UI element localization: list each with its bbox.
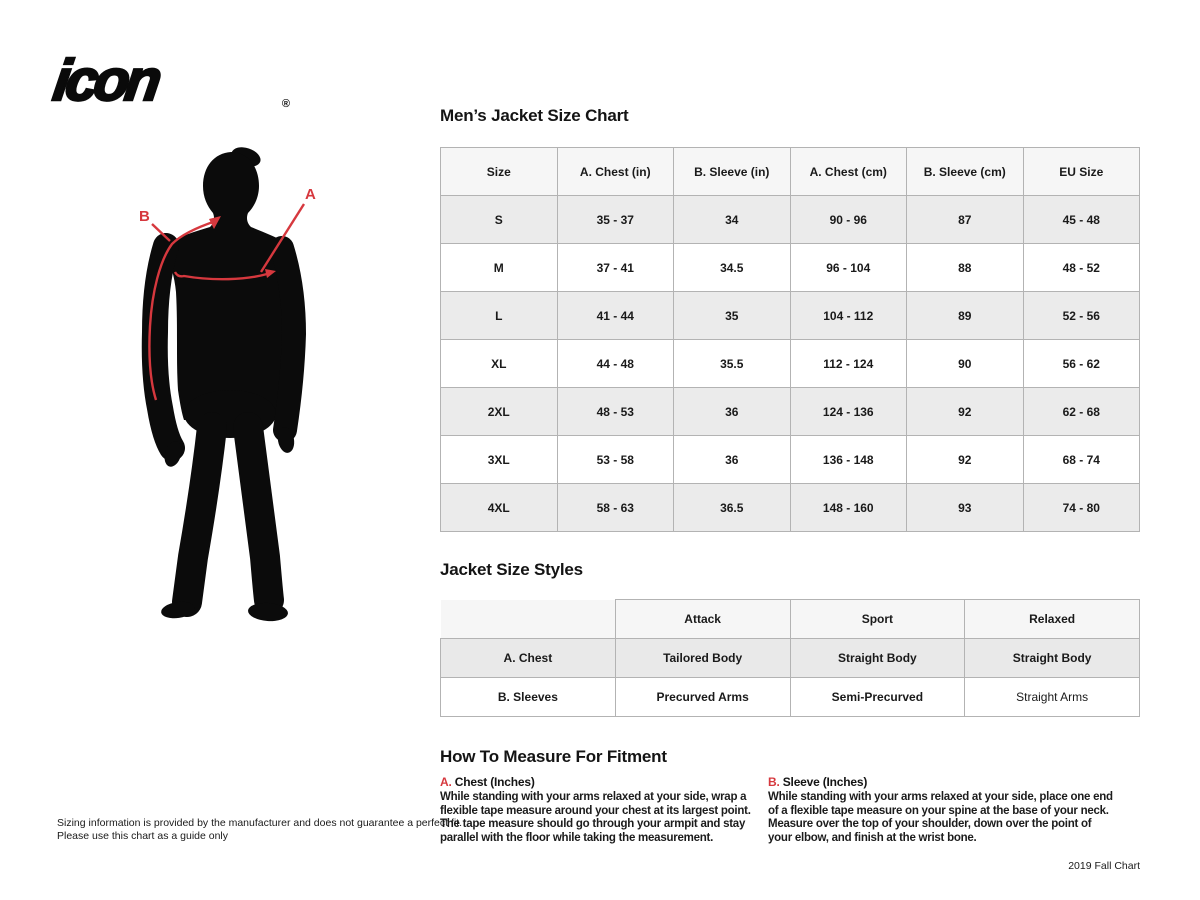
registered-trademark-icon: ® xyxy=(281,98,290,110)
cell-sleeve-in: 35 xyxy=(674,292,791,340)
cell-sleeve-in: 35.5 xyxy=(674,340,791,388)
cell-chest-in: 35 - 37 xyxy=(557,196,674,244)
cell-sleeve-cm: 92 xyxy=(907,436,1024,484)
size-chart-table xyxy=(440,147,1140,532)
col-header-sleeve-cm: B. Sleeve (cm) xyxy=(907,148,1024,196)
size-chart-title: Men’s Jacket Size Chart xyxy=(440,106,629,125)
cell-chest-cm: 124 - 136 xyxy=(790,388,907,436)
measure-label-b: B xyxy=(139,208,150,225)
table-row xyxy=(441,484,1140,532)
cell-sleeve-cm: 93 xyxy=(907,484,1024,532)
measure-title: How To Measure For Fitment xyxy=(440,747,667,766)
disclaimer-line-2: Please use this chart as a guide only xyxy=(57,830,229,842)
table-row xyxy=(441,196,1140,244)
cell-sleeve-in: 34.5 xyxy=(674,244,791,292)
disclaimer-text xyxy=(57,817,462,843)
cell-eu-size: 45 - 48 xyxy=(1023,196,1140,244)
cell-sport-sleeves: Semi-Precurved xyxy=(790,678,965,717)
chest-instructions-text: While standing with your arms relaxed at your side, wrap a flexible tape measure around your chest at its largest point. The tape measure should go through your armpit and stay parallel with the floor while taking the measurement. xyxy=(440,791,751,844)
sleeve-label-text: Sleeve (Inches) xyxy=(782,775,868,789)
cell-sleeve-in: 36 xyxy=(674,436,791,484)
icon-logo-wordmark: icon xyxy=(49,48,162,113)
chest-label xyxy=(440,775,770,789)
row-header-sleeves: B. Sleeves xyxy=(441,678,616,717)
styles-header-row xyxy=(441,600,1140,639)
measure-chest-instructions xyxy=(440,775,770,845)
cell-relaxed-sleeves: Straight Arms xyxy=(965,678,1140,717)
cell-chest-in: 37 - 41 xyxy=(557,244,674,292)
cell-sleeve-cm: 87 xyxy=(907,196,1024,244)
cell-chest-cm: 104 - 112 xyxy=(790,292,907,340)
table-row xyxy=(441,340,1140,388)
cell-sleeve-in: 36.5 xyxy=(674,484,791,532)
cell-chest-cm: 90 - 96 xyxy=(790,196,907,244)
cell-eu-size: 62 - 68 xyxy=(1023,388,1140,436)
cell-sleeve-in: 36 xyxy=(674,388,791,436)
cell-sport-chest: Straight Body xyxy=(790,639,965,678)
jacket-styles-table xyxy=(440,599,1140,717)
cell-attack-chest: Tailored Body xyxy=(615,639,790,678)
cell-eu-size: 48 - 52 xyxy=(1023,244,1140,292)
col-header-eu-size: EU Size xyxy=(1023,148,1140,196)
chest-label-prefix: A. xyxy=(440,775,452,789)
cell-attack-sleeves: Precurved Arms xyxy=(615,678,790,717)
table-row xyxy=(441,388,1140,436)
size-chart-header-row xyxy=(441,148,1140,196)
measure-label-a: A xyxy=(305,186,316,203)
cell-size: S xyxy=(441,196,558,244)
sleeve-instructions-text: While standing with your arms relaxed at your side, place one end of a flexible tape measure on your spine at the base of your neck. Measure over the top of your shoulder, down over the point of your elbow, and finish at the wrist bone. xyxy=(768,791,1113,844)
icon-logo xyxy=(49,48,290,113)
cell-chest-cm: 148 - 160 xyxy=(790,484,907,532)
row-header-chest: A. Chest xyxy=(441,639,616,678)
cell-sleeve-cm: 88 xyxy=(907,244,1024,292)
styles-table-title: Jacket Size Styles xyxy=(440,560,583,579)
cell-chest-in: 53 - 58 xyxy=(557,436,674,484)
cell-size: 2XL xyxy=(441,388,558,436)
cell-chest-in: 44 - 48 xyxy=(557,340,674,388)
cell-sleeve-cm: 92 xyxy=(907,388,1024,436)
col-header-sleeve-in: B. Sleeve (in) xyxy=(674,148,791,196)
col-header-chest-cm: A. Chest (cm) xyxy=(790,148,907,196)
cell-relaxed-chest: Straight Body xyxy=(965,639,1140,678)
table-row xyxy=(441,678,1140,717)
cell-size: L xyxy=(441,292,558,340)
table-row xyxy=(441,244,1140,292)
cell-chest-cm: 136 - 148 xyxy=(790,436,907,484)
cell-eu-size: 68 - 74 xyxy=(1023,436,1140,484)
body-silhouette-diagram xyxy=(128,142,338,642)
sleeve-label xyxy=(768,775,1113,789)
chart-version-label: 2019 Fall Chart xyxy=(1068,860,1140,872)
cell-sleeve-cm: 89 xyxy=(907,292,1024,340)
cell-sleeve-in: 34 xyxy=(674,196,791,244)
col-header-size: Size xyxy=(441,148,558,196)
cell-size: 3XL xyxy=(441,436,558,484)
cell-chest-in: 41 - 44 xyxy=(557,292,674,340)
blank-corner-cell xyxy=(441,600,616,639)
cell-chest-cm: 112 - 124 xyxy=(790,340,907,388)
cell-chest-in: 48 - 53 xyxy=(557,388,674,436)
measure-sleeve-instructions xyxy=(768,775,1113,845)
sleeve-label-prefix: B. xyxy=(768,775,780,789)
cell-size: M xyxy=(441,244,558,292)
cell-eu-size: 52 - 56 xyxy=(1023,292,1140,340)
cell-chest-cm: 96 - 104 xyxy=(790,244,907,292)
col-header-chest-in: A. Chest (in) xyxy=(557,148,674,196)
table-row xyxy=(441,292,1140,340)
cell-size: 4XL xyxy=(441,484,558,532)
table-row xyxy=(441,436,1140,484)
cell-eu-size: 56 - 62 xyxy=(1023,340,1140,388)
disclaimer-line-1: Sizing information is provided by the manufacturer and does not guarantee a perfect fit. xyxy=(57,817,463,829)
cell-eu-size: 74 - 80 xyxy=(1023,484,1140,532)
cell-sleeve-cm: 90 xyxy=(907,340,1024,388)
male-silhouette-icon xyxy=(155,144,296,623)
col-header-relaxed: Relaxed xyxy=(965,600,1140,639)
col-header-sport: Sport xyxy=(790,600,965,639)
table-row xyxy=(441,639,1140,678)
cell-chest-in: 58 - 63 xyxy=(557,484,674,532)
cell-size: XL xyxy=(441,340,558,388)
col-header-attack: Attack xyxy=(615,600,790,639)
chest-label-text: Chest (Inches) xyxy=(454,775,535,789)
